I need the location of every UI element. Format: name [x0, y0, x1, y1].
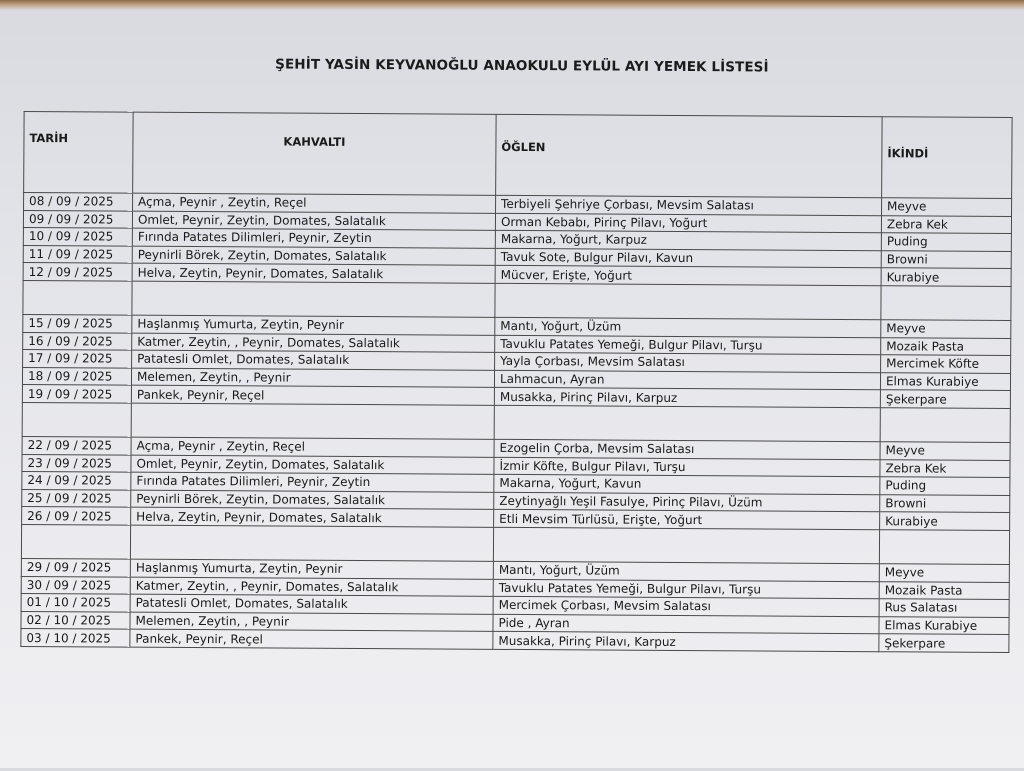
- cell-lunch: Mücver, Erişte, Yoğurt: [495, 266, 881, 286]
- cell-date: 23 / 09 / 2025: [22, 454, 131, 472]
- cell-lunch: Musakka, Pirinç Pilavı, Karpuz: [494, 388, 880, 408]
- cell-afternoon: Mozaik Pasta: [881, 337, 1011, 355]
- cell-date: 22 / 09 / 2025: [22, 436, 131, 454]
- cell-date: 09 / 09 / 2025: [23, 210, 132, 228]
- cell-breakfast: Pankek, Peynir, Reçel: [131, 385, 494, 405]
- menu-body: [21, 192, 1012, 652]
- cell-breakfast: Omlet, Peynir, Zeytin, Domates, Salatalık: [131, 455, 494, 475]
- cell-afternoon: Meyve: [880, 442, 1010, 460]
- cell-breakfast: Katmer, Zeytin, , Peynir, Domates, Salatalık: [132, 333, 495, 353]
- cell-breakfast: Fırında Patates Dilimleri, Peynir, Zeytin: [131, 472, 494, 492]
- cell-afternoon: Zebra Kek: [881, 215, 1011, 233]
- cell-lunch: Mantı, Yoğurt, Üzüm: [493, 561, 879, 581]
- cell-lunch: Tavuklu Patates Yemeği, Bulgur Pilavı, Turşu: [493, 579, 879, 599]
- cell-afternoon: Meyve: [882, 198, 1012, 216]
- cell-date: 26 / 09 / 2025: [22, 507, 131, 525]
- empty-cell: [880, 408, 1010, 443]
- header-breakfast: KAHVALTI: [133, 112, 496, 195]
- cell-breakfast: Pankek, Peynir, Reçel: [130, 629, 493, 649]
- cell-lunch: Ezogelin Çorba, Mevsim Salatası: [494, 439, 880, 459]
- cell-lunch: Orman Kebabı, Pirinç Pilavı, Yoğurt: [495, 213, 881, 233]
- cell-lunch: Pide , Ayran: [493, 614, 879, 634]
- cell-lunch: Etli Mevsim Türlüsü, Erişte, Yoğurt: [494, 510, 880, 530]
- empty-cell: [881, 286, 1011, 321]
- cell-afternoon: Puding: [880, 477, 1010, 495]
- cell-afternoon: Şekerpare: [880, 390, 1010, 408]
- cell-breakfast: Açma, Peynir , Zeytin, Reçel: [131, 437, 494, 457]
- cell-afternoon: Elmas Kurabiye: [880, 372, 1010, 390]
- cell-lunch: Tavuklu Patates Yemeği, Bulgur Pilavı, Turşu: [495, 335, 881, 355]
- cell-afternoon: Rus Salatası: [879, 599, 1009, 617]
- cell-breakfast: Melemen, Zeytin, , Peynir: [131, 368, 494, 388]
- cell-date: 01 / 10 / 2025: [21, 594, 130, 612]
- cell-date: 08 / 09 / 2025: [24, 192, 133, 210]
- cell-date: 30 / 09 / 2025: [21, 576, 130, 594]
- header-afternoon: İKİNDİ: [882, 117, 1012, 199]
- cell-breakfast: Omlet, Peynir, Zeytin, Domates, Salatalık: [132, 211, 495, 231]
- cell-afternoon: Kurabiye: [881, 268, 1011, 286]
- document-title: ŞEHİT YASİN KEYVANOĞLU ANAOKULU EYLÜL AYI YEMEK LİSTESİ: [275, 56, 769, 76]
- cell-lunch: Lahmacun, Ayran: [494, 370, 880, 390]
- meal-menu-table: [20, 111, 1012, 653]
- cell-lunch: Musakka, Pirinç Pilavı, Karpuz: [493, 632, 879, 652]
- cell-afternoon: Browni: [881, 250, 1011, 268]
- cell-lunch: Zeytinyağlı Yeşil Fasulye, Pirinç Pilavı, Üzüm: [494, 492, 880, 512]
- cell-breakfast: Katmer, Zeytin, , Peynir, Domates, Salatalık: [130, 577, 493, 597]
- cell-breakfast: Peynirli Börek, Zeytin, Domates, Salatalık: [131, 490, 494, 510]
- cell-date: 19 / 09 / 2025: [22, 385, 131, 403]
- header-lunch: ÖĞLEN: [496, 114, 882, 197]
- header-date: TARİH: [24, 111, 133, 193]
- cell-date: 15 / 09 / 2025: [23, 314, 132, 332]
- cell-date: 10 / 09 / 2025: [23, 228, 132, 246]
- cell-lunch: Terbiyeli Şehriye Çorbası, Mevsim Salatası: [496, 195, 882, 215]
- cell-afternoon: Puding: [881, 233, 1011, 251]
- cell-lunch: Mercimek Çorbası, Mevsim Salatası: [493, 596, 879, 616]
- empty-cell: [22, 402, 131, 437]
- empty-cell: [879, 530, 1009, 565]
- cell-afternoon: Elmas Kurabiye: [879, 616, 1009, 634]
- cell-lunch: Tavuk Sote, Bulgur Pilavı, Kavun: [495, 248, 881, 268]
- cell-breakfast: Patatesli Omlet, Domates, Salatalık: [130, 594, 493, 614]
- cell-date: 16 / 09 / 2025: [23, 332, 132, 350]
- cell-afternoon: Kurabiye: [880, 512, 1010, 530]
- empty-cell: [495, 283, 881, 319]
- cell-breakfast: Peynirli Börek, Zeytin, Domates, Salatalık: [132, 246, 495, 266]
- cell-date: 17 / 09 / 2025: [23, 350, 132, 368]
- cell-breakfast: Haşlanmış Yumurta, Zeytin, Peynir: [130, 559, 493, 579]
- cell-breakfast: Patatesli Omlet, Domates, Salatalık: [132, 350, 495, 370]
- cell-breakfast: Helva, Zeytin, Peynir, Domates, Salatalık: [132, 264, 495, 284]
- cell-afternoon: Şekerpare: [879, 634, 1009, 652]
- header-row: [24, 111, 1012, 198]
- cell-afternoon: Mozaik Pasta: [879, 581, 1009, 599]
- cell-date: 24 / 09 / 2025: [22, 472, 131, 490]
- empty-cell: [130, 525, 493, 561]
- cell-date: 02 / 10 / 2025: [21, 611, 130, 629]
- cell-lunch: Mantı, Yoğurt, Üzüm: [495, 317, 881, 337]
- empty-cell: [21, 524, 130, 559]
- cell-breakfast: Haşlanmış Yumurta, Zeytin, Peynir: [132, 315, 495, 335]
- cell-afternoon: Mercimek Köfte: [881, 355, 1011, 373]
- empty-cell: [131, 403, 494, 439]
- cell-lunch: İzmir Köfte, Bulgur Pilavı, Turşu: [494, 457, 880, 477]
- empty-cell: [132, 281, 495, 317]
- cell-lunch: Makarna, Yoğurt, Karpuz: [495, 231, 881, 251]
- cell-breakfast: Melemen, Zeytin, , Peynir: [130, 612, 493, 632]
- cell-breakfast: Fırında Patates Dilimleri, Peynir, Zeytin: [132, 228, 495, 248]
- cell-afternoon: Browni: [880, 494, 1010, 512]
- cell-afternoon: Zebra Kek: [880, 459, 1010, 477]
- cell-afternoon: Meyve: [881, 320, 1011, 338]
- empty-cell: [493, 527, 879, 563]
- cell-date: 25 / 09 / 2025: [22, 489, 131, 507]
- cell-afternoon: Meyve: [879, 564, 1009, 582]
- cell-date: 11 / 09 / 2025: [23, 245, 132, 263]
- cell-breakfast: Helva, Zeytin, Peynir, Domates, Salatalık: [131, 507, 494, 527]
- empty-cell: [23, 280, 132, 315]
- cell-date: 18 / 09 / 2025: [22, 367, 131, 385]
- cell-lunch: Yayla Çorbası, Mevsim Salatası: [495, 353, 881, 373]
- cell-lunch: Makarna, Yoğurt, Kavun: [494, 474, 880, 494]
- empty-cell: [494, 405, 880, 441]
- cell-date: 12 / 09 / 2025: [23, 263, 132, 281]
- cell-date: 03 / 10 / 2025: [21, 629, 130, 647]
- cell-breakfast: Açma, Peynir , Zeytin, Reçel: [133, 193, 496, 213]
- cell-date: 29 / 09 / 2025: [21, 558, 130, 576]
